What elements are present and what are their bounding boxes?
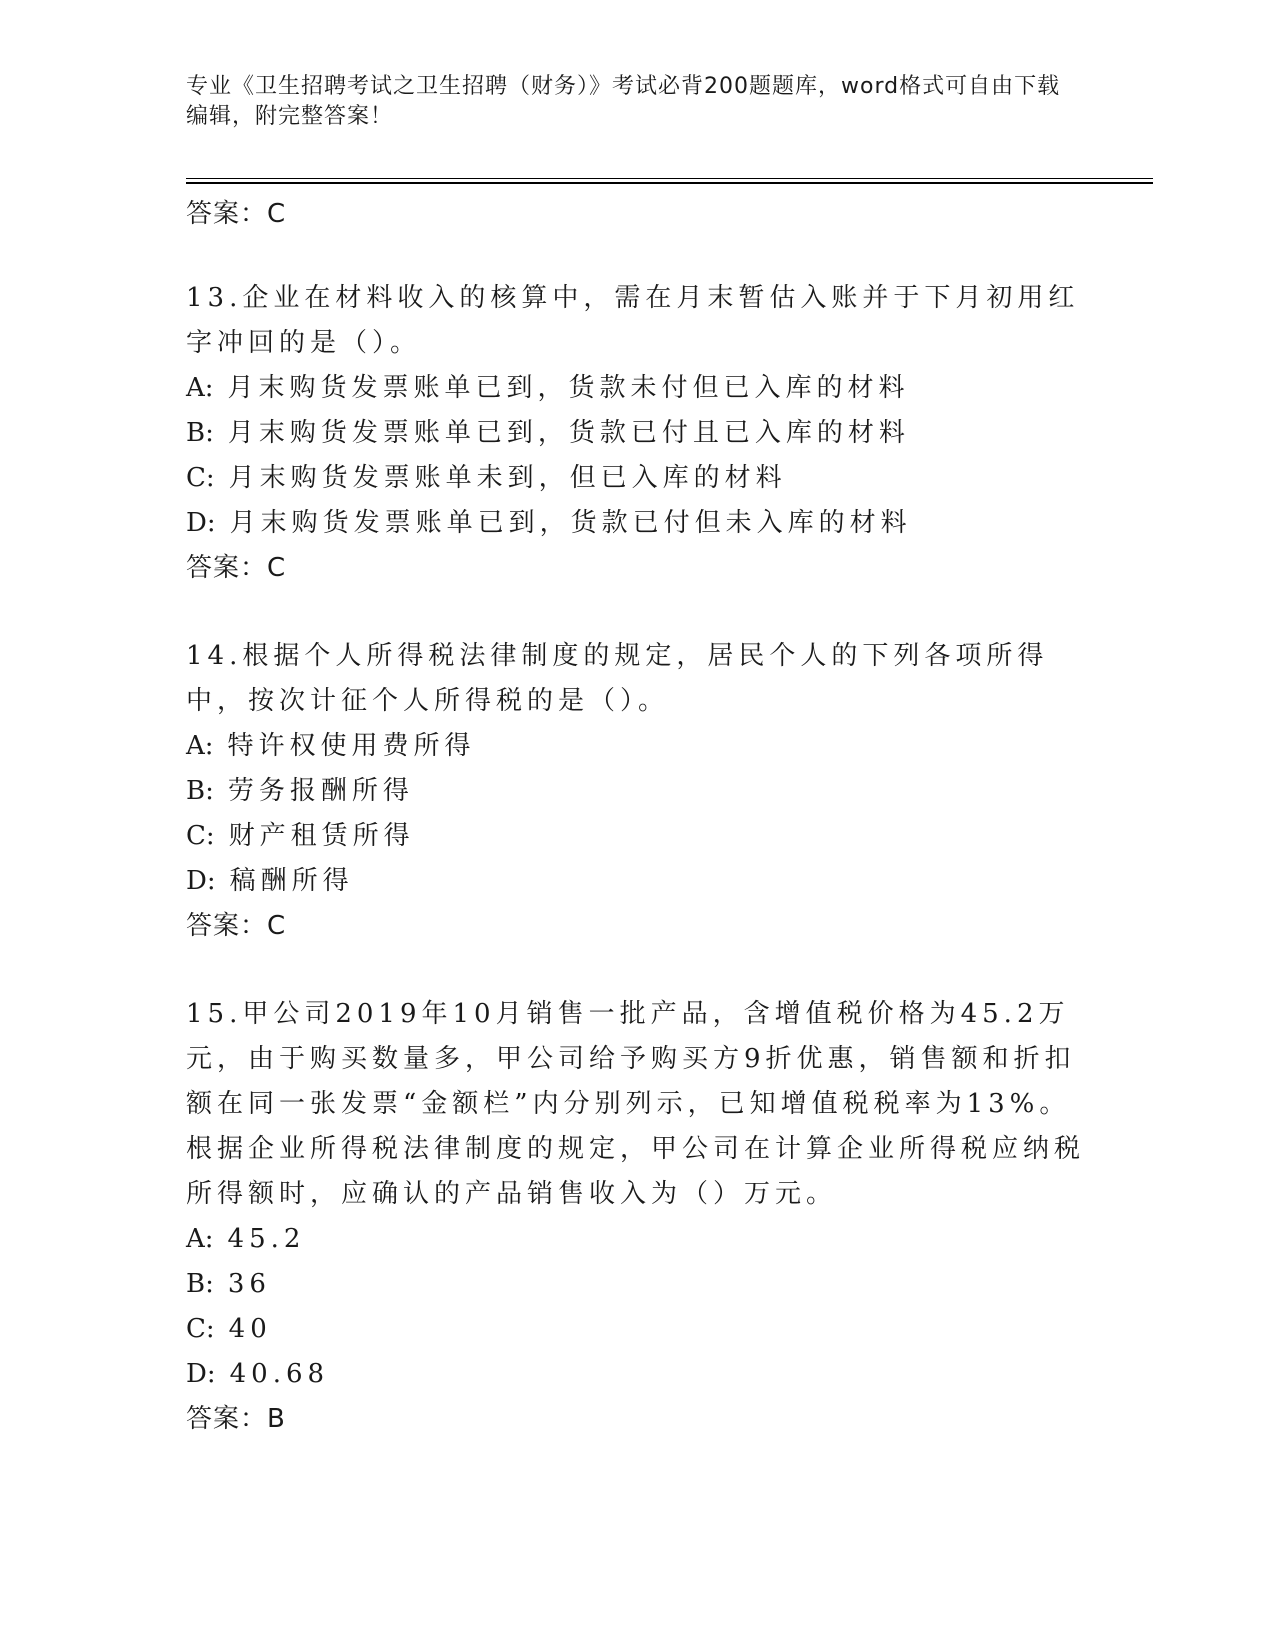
option-letter: B: xyxy=(186,776,214,806)
option-letter: B: xyxy=(186,1269,214,1299)
question-14 xyxy=(186,634,1086,948)
question-stem: 13.企业在材料收入的核算中，需在月末暂估入账并于下月初用红字冲回的是（）。 xyxy=(186,283,1080,358)
option-c xyxy=(186,456,1086,501)
option-text: 劳务报酬所得 xyxy=(227,776,414,806)
option-letter: D: xyxy=(186,508,216,538)
question-stem: 14.根据个人所得税法律制度的规定，居民个人的下列各项所得中，按次计征个人所得税的是（）。 xyxy=(186,641,1049,716)
answer-line: 答案：C xyxy=(186,553,287,583)
answer-line: 答案：C xyxy=(186,199,287,229)
option-text: 月末购货发票账单未到，但已入库的材料 xyxy=(228,463,787,493)
option-a xyxy=(186,366,1086,411)
option-text: 40 xyxy=(228,1314,272,1344)
option-letter: D: xyxy=(186,1359,216,1389)
option-b xyxy=(186,411,1086,456)
option-d xyxy=(186,1352,1086,1397)
option-text: 月末购货发票账单已到，货款未付但已入库的材料 xyxy=(227,373,910,403)
option-d xyxy=(186,859,1086,904)
answer-line: 答案：C xyxy=(186,911,287,941)
option-text: 特许权使用费所得 xyxy=(227,731,476,761)
option-b xyxy=(186,769,1086,814)
option-letter: A: xyxy=(186,1224,214,1254)
document-header: 专业《卫生招聘考试之卫生招聘（财务）》考试必背200题题库，word格式可自由下载编辑，附完整答案！ xyxy=(186,74,1061,129)
option-letter: A: xyxy=(186,373,214,403)
option-text: 月末购货发票账单已到，货款已付且已入库的材料 xyxy=(227,418,910,448)
option-letter: D: xyxy=(186,866,216,896)
option-c xyxy=(186,1307,1086,1352)
option-text: 稿酬所得 xyxy=(229,866,354,896)
option-letter: A: xyxy=(186,731,214,761)
header-rule-thin xyxy=(186,178,1153,179)
option-a xyxy=(186,1217,1086,1262)
option-text: 45.2 xyxy=(227,1224,306,1254)
answer-line: 答案：B xyxy=(186,1404,286,1434)
option-d xyxy=(186,501,1086,546)
option-b xyxy=(186,1262,1086,1307)
option-text: 财产租赁所得 xyxy=(228,821,415,851)
option-text: 40.68 xyxy=(229,1359,330,1389)
question-stem: 15.甲公司2019年10月销售一批产品，含增值税价格为45.2万元，由于购买数量多，甲公司给予购买方9折优惠，销售额和折扣额在同一张发票“金额栏”内分别列示，已知增值税税率为13%。根据企业所得税法律制度的规定，甲公司在计算企业所得税应纳税所得额时，应确认的产品销售收入为（）万元。 xyxy=(186,999,1086,1209)
question-15 xyxy=(186,992,1086,1441)
option-c xyxy=(186,814,1086,859)
option-letter: B: xyxy=(186,418,214,448)
option-letter: C: xyxy=(186,1314,215,1344)
option-letter: C: xyxy=(186,821,215,851)
option-text: 36 xyxy=(227,1269,271,1299)
option-a xyxy=(186,724,1086,769)
option-text: 月末购货发票账单已到，货款已付但未入库的材料 xyxy=(229,508,912,538)
document-body xyxy=(186,192,1086,1485)
question-13 xyxy=(186,276,1086,590)
option-letter: C: xyxy=(186,463,215,493)
header-rule-thick xyxy=(186,182,1153,184)
